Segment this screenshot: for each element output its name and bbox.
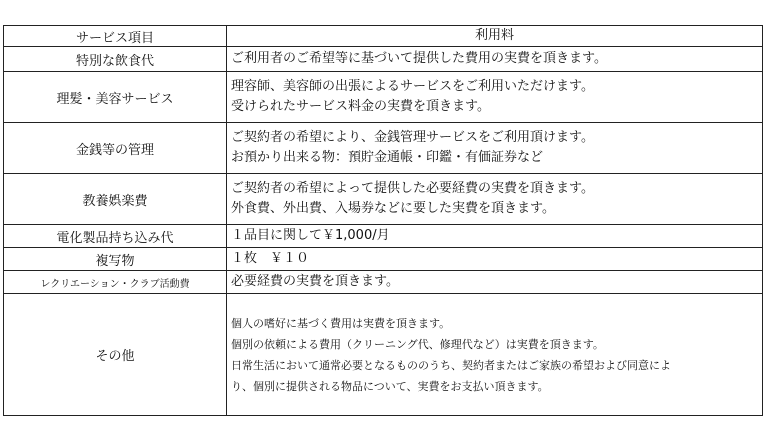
fee-line: １枚 ￥１０	[231, 251, 310, 266]
fee-description	[227, 294, 763, 416]
fee-description	[227, 174, 763, 225]
fee-description	[227, 248, 763, 271]
fee-line: ご契約者の希望によって提供した必要経費の実費を頂きます。	[231, 181, 594, 196]
fee-line: １品目に関して￥1,000/月	[231, 228, 390, 243]
fee-line: り、個別に提供される物品について、実費をお支払い頂きます。	[231, 379, 549, 393]
table-row	[4, 174, 763, 225]
table-row	[4, 72, 763, 123]
fee-line: 必要経費の実費を頂きます。	[231, 274, 399, 289]
fee-description	[227, 72, 763, 123]
fee-description	[227, 123, 763, 174]
service-name: 理髪・美容サービス	[4, 72, 227, 123]
fee-line: 受けられたサービス料金の実費を頂きます。	[231, 99, 490, 114]
service-name: その他	[4, 294, 227, 416]
fee-line: お預かり出来る物：預貯金通帳・印鑑・有価証券など	[231, 150, 544, 165]
service-name: 複写物	[4, 248, 227, 271]
fee-description	[227, 271, 763, 294]
fee-line: ご契約者の希望により、金銭管理サービスをご利用頂けます。	[231, 130, 594, 145]
fee-line: 日常生活において通常必要となるもののうち、契約者またはご家族の希望および同意によ	[231, 358, 671, 372]
fee-line: 外食費、外出費、入場券などに要した実費を頂きます。	[231, 201, 555, 216]
fee-table	[3, 25, 763, 416]
service-name: 教養娯楽費	[4, 174, 227, 225]
table-row	[4, 248, 763, 271]
service-name: 特別な飲食代	[4, 47, 227, 72]
fee-line: 個人の嗜好に基づく費用は実費を頂きます。	[231, 316, 451, 330]
table-header-row	[4, 26, 763, 47]
fee-line: 個別の依頼による費用（クリーニング代、修理代など）は実費を頂きます。	[231, 337, 604, 351]
table-row	[4, 271, 763, 294]
fee-description	[227, 225, 763, 248]
table-row	[4, 294, 763, 416]
fee-line: ご利用者のご希望等に基づいて提供した費用の実費を頂きます。	[231, 51, 607, 66]
table-row	[4, 225, 763, 248]
service-name: レクリエーション・クラブ活動費	[4, 271, 227, 294]
table-row	[4, 47, 763, 72]
service-name: 金銭等の管理	[4, 123, 227, 174]
table-row	[4, 123, 763, 174]
service-name: 電化製品持ち込み代	[4, 225, 227, 248]
fee-line: 理容師、美容師の出張によるサービスをご利用いただけます。	[231, 79, 594, 94]
fee-description	[227, 47, 763, 72]
header-fee: 利用料	[227, 26, 763, 47]
header-service: サービス項目	[4, 26, 227, 47]
